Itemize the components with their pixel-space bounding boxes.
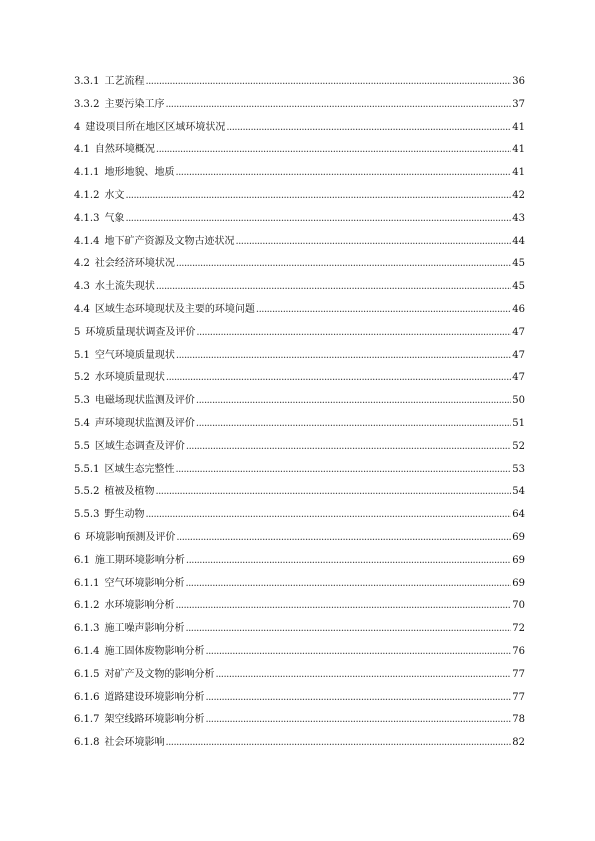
toc-entry-page-number: 64: [512, 509, 525, 521]
toc-entry-page-number: 44: [512, 235, 525, 247]
toc-entry-number: 6.1.7: [74, 714, 100, 726]
toc-entry-title: 水土流失现状: [94, 281, 155, 293]
toc-entry-number: 6.1: [74, 554, 90, 566]
toc-dot-leader: [166, 372, 511, 383]
toc-entry-page-number: 43: [512, 212, 525, 224]
toc-entry-page-number: 50: [512, 395, 525, 407]
toc-entry-title: 水环境质量现状: [94, 372, 165, 384]
toc-entry-title: 区域生态环境现状及主要的环境问题: [94, 303, 255, 315]
toc-entry-title: 区域生态调查及评价: [94, 440, 185, 452]
toc-entry-title: 区域生态完整性: [104, 463, 175, 475]
toc-entry-number: 4: [74, 121, 81, 133]
toc-entry-title: 电磁场现状监测及评价: [94, 395, 195, 407]
toc-entry-number: 4.1.1: [74, 167, 100, 179]
toc-entry-title: 环境质量现状调查及评价: [85, 326, 196, 338]
toc-dot-leader: [205, 646, 511, 657]
toc-entry[interactable]: [74, 346, 525, 369]
toc-entry[interactable]: [74, 277, 525, 300]
toc-entry[interactable]: [74, 323, 525, 346]
toc-dot-leader: [155, 486, 511, 497]
toc-entry[interactable]: [74, 710, 525, 733]
toc-entry[interactable]: [74, 209, 525, 232]
toc-entry-title: 社会经济环境状况: [94, 258, 175, 270]
toc-entry-number: 6.1.6: [74, 691, 100, 703]
toc-entry-number: 4.2: [74, 258, 90, 270]
toc-entry-page-number: 77: [512, 668, 525, 680]
toc-entry-title: 主要污染工序: [104, 98, 165, 110]
toc-entry-title: 建设项目所在地区区域环境状况: [85, 121, 226, 133]
toc-dot-leader: [165, 99, 511, 110]
toc-entry-number: 4.1: [74, 144, 90, 156]
toc-entry-title: 自然环境概况: [94, 144, 155, 156]
toc-entry-number: 5.5.2: [74, 486, 100, 498]
toc-entry-page-number: 47: [512, 372, 525, 384]
toc-entry-title: 环境影响预测及评价: [85, 531, 176, 543]
toc-dot-leader: [256, 304, 511, 315]
toc-entry-title: 气象: [104, 212, 125, 224]
toc-entry[interactable]: [74, 460, 525, 483]
toc-dot-leader: [156, 281, 511, 292]
toc-dot-leader: [175, 600, 511, 611]
toc-entry-title: 对矿产及文物的影响分析: [104, 668, 215, 680]
toc-entry[interactable]: [74, 437, 525, 460]
toc-entry[interactable]: [74, 163, 525, 186]
toc-entry-page-number: 69: [512, 554, 525, 566]
toc-entry[interactable]: [74, 688, 525, 711]
toc-entry-title: 社会环境影响: [104, 737, 165, 749]
toc-entry[interactable]: [74, 733, 525, 756]
toc-entry-title: 地形地貌、地质: [104, 167, 175, 179]
toc-entry-number: 6.1.4: [74, 645, 100, 657]
toc-entry-page-number: 41: [512, 121, 525, 133]
toc-entry[interactable]: [74, 665, 525, 688]
toc-dot-leader: [175, 464, 511, 475]
toc-entry-page-number: 41: [512, 167, 525, 179]
toc-entry[interactable]: [74, 368, 525, 391]
toc-entry-title: 水文: [104, 189, 125, 201]
toc-entry-title: 施工噪声影响分析: [104, 623, 185, 635]
toc-entry[interactable]: [74, 596, 525, 619]
toc-dot-leader: [205, 714, 511, 725]
toc-entry-number: 5.5: [74, 440, 90, 452]
toc-entry-title: 架空线路环境影响分析: [104, 714, 205, 726]
toc-entry-number: 5.4: [74, 417, 90, 429]
toc-dot-leader: [165, 737, 511, 748]
toc-dot-leader: [186, 555, 511, 566]
toc-dot-leader: [235, 236, 511, 247]
toc-entry[interactable]: [74, 574, 525, 597]
toc-entry-page-number: 47: [512, 326, 525, 338]
toc-entry-number: 3.3.2: [74, 98, 100, 110]
toc-entry-page-number: 69: [512, 531, 525, 543]
toc-entry-number: 4.1.2: [74, 189, 100, 201]
toc-entry[interactable]: [74, 505, 525, 528]
toc-entry-number: 5.5.3: [74, 509, 100, 521]
toc-entry-title: 道路建设环境影响分析: [104, 691, 205, 703]
toc-entry-page-number: 72: [512, 623, 525, 635]
toc-entry-page-number: 53: [512, 463, 525, 475]
toc-entry-number: 4.3: [74, 281, 90, 293]
toc-dot-leader: [196, 395, 511, 406]
toc-dot-leader: [125, 213, 511, 224]
toc-entry-title: 植被及植物: [104, 486, 155, 498]
toc-entry-page-number: 45: [512, 258, 525, 270]
toc-entry-number: 6.1.1: [74, 577, 100, 589]
toc-dot-leader: [176, 350, 511, 361]
toc-entry-page-number: 45: [512, 281, 525, 293]
toc-dot-leader: [205, 692, 511, 703]
toc-dot-leader: [145, 509, 511, 520]
toc-entry-number: 4.1.4: [74, 235, 100, 247]
toc-entry-title: 工艺流程: [104, 76, 145, 87]
toc-entry[interactable]: [74, 619, 525, 642]
toc-entry-number: 6.1.3: [74, 623, 100, 635]
toc-entry-title: 地下矿产资源及文物古迹状况: [104, 235, 235, 247]
toc-entry[interactable]: [74, 528, 525, 551]
toc-entry[interactable]: [74, 551, 525, 574]
toc-entry-number: 3.3.1: [74, 76, 100, 87]
toc-entry[interactable]: [74, 300, 525, 323]
toc-entry[interactable]: [74, 391, 525, 414]
toc-entry-title: 施工固体废物影响分析: [104, 645, 205, 657]
toc-entry-page-number: 76: [512, 645, 525, 657]
toc-entry-page-number: 82: [512, 737, 525, 749]
toc-dot-leader: [176, 532, 511, 543]
toc-dot-leader: [156, 144, 511, 155]
toc-entry-title: 野生动物: [104, 509, 145, 521]
toc-entry-page-number: 54: [512, 486, 525, 498]
toc-entry-title: 空气环境质量现状: [94, 349, 175, 361]
toc-dot-leader: [185, 578, 511, 589]
toc-dot-leader: [186, 441, 511, 452]
toc-entry-title: 空气环境影响分析: [104, 577, 185, 589]
toc-entry[interactable]: [74, 140, 525, 163]
toc-entry-page-number: 47: [512, 349, 525, 361]
toc-entry[interactable]: [74, 642, 525, 665]
toc-dot-leader: [185, 623, 511, 634]
toc-entry[interactable]: [74, 95, 525, 118]
toc-entry-number: 5.2: [74, 372, 90, 384]
toc-entry-title: 声环境现状监测及评价: [94, 417, 195, 429]
toc-entry-page-number: 37: [512, 98, 525, 110]
toc-entry-number: 5: [74, 326, 81, 338]
toc-entry-page-number: 52: [512, 440, 525, 452]
toc-dot-leader: [175, 167, 511, 178]
toc-dot-leader: [215, 669, 511, 680]
toc-entry-number: 5.1: [74, 349, 90, 361]
toc-entry-page-number: 78: [512, 714, 525, 726]
toc-entry[interactable]: [74, 186, 525, 209]
toc-dot-leader: [196, 327, 511, 338]
toc-entry-number: 5.3: [74, 395, 90, 407]
toc-entry-page-number: 51: [512, 417, 525, 429]
toc-dot-leader: [196, 418, 511, 429]
toc-entry[interactable]: [74, 482, 525, 505]
toc-entry-number: 6.1.2: [74, 600, 100, 612]
toc-dot-leader: [145, 76, 511, 87]
toc-entry-number: 5.5.1: [74, 463, 100, 475]
toc-entry-page-number: 77: [512, 691, 525, 703]
toc-entry-number: 6.1.5: [74, 668, 100, 680]
toc-entry[interactable]: [74, 254, 525, 277]
toc-entry-page-number: 69: [512, 577, 525, 589]
toc-entry[interactable]: [74, 118, 525, 141]
toc-entry-page-number: 41: [512, 144, 525, 156]
toc-entry-number: 4.1.3: [74, 212, 100, 224]
toc-entry-number: 6.1.8: [74, 737, 100, 749]
toc-dot-leader: [125, 190, 511, 201]
toc-dot-leader: [226, 122, 511, 133]
toc-entry[interactable]: [74, 232, 525, 255]
toc-dot-leader: [176, 258, 511, 269]
toc-entry-page-number: 70: [512, 600, 525, 612]
toc-entry-page-number: 36: [512, 76, 525, 87]
toc-entry[interactable]: [74, 72, 525, 95]
toc-entry-page-number: 42: [512, 189, 525, 201]
toc-entry-page-number: 46: [512, 303, 525, 315]
toc-entry-title: 水环境影响分析: [104, 600, 175, 612]
toc-entry[interactable]: [74, 414, 525, 437]
toc-entry-number: 4.4: [74, 303, 90, 315]
toc-entry-number: 6: [74, 531, 81, 543]
table-of-contents: [74, 72, 525, 756]
toc-entry-title: 施工期环境影响分析: [94, 554, 185, 566]
